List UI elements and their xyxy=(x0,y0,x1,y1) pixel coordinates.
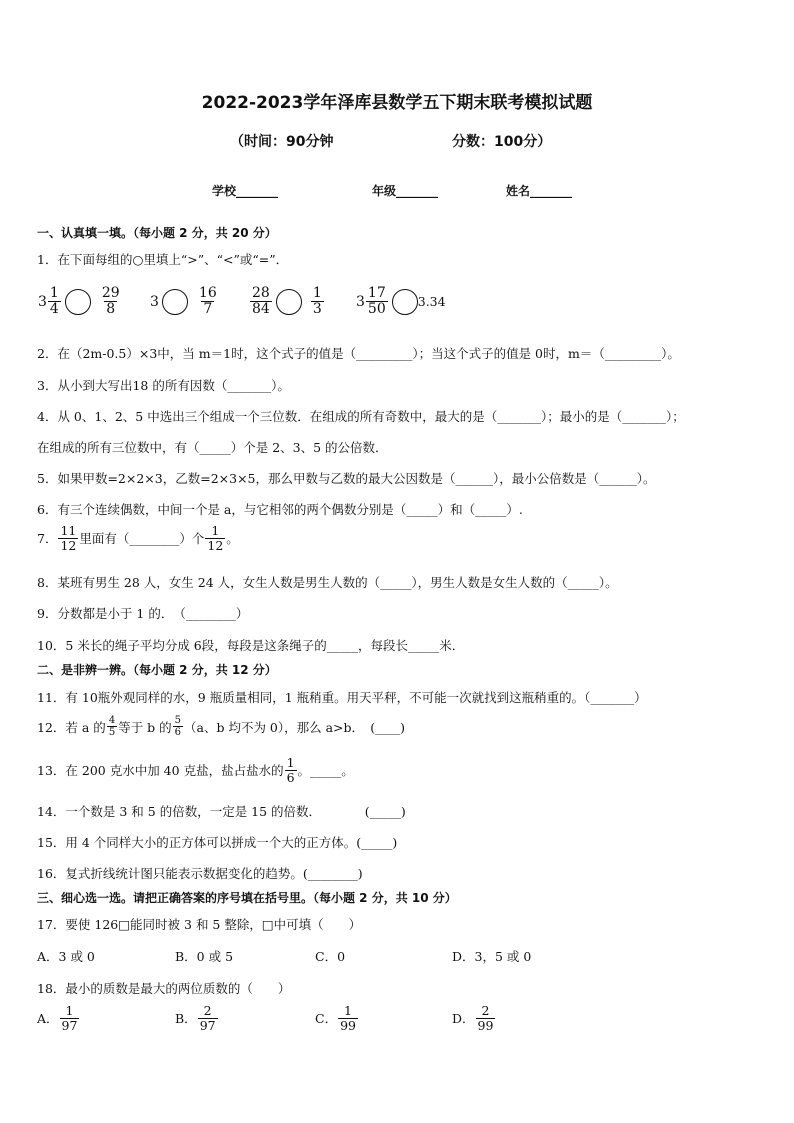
section-1-heading: 一、认真填一填。（每小题 2 分，共 20 分） xyxy=(37,226,277,240)
compare-item-2 xyxy=(150,286,220,318)
question-17-option-a[interactable]: A．3 或 0 xyxy=(37,949,95,964)
question-7 xyxy=(37,524,239,553)
question-6: 6．有三个连续偶数，中间一个是 a，与它相邻的两个偶数分别是（_____）和（_____）. xyxy=(37,502,523,517)
question-text: 12．若 a 的 xyxy=(37,719,106,735)
question-18-option-c[interactable] xyxy=(315,1004,359,1033)
question-text: 13．在 200 克水中加 40 克盐，盐占盐水的 xyxy=(37,763,284,779)
whole-number: 3 xyxy=(38,293,47,310)
fraction: $\frac{5}{6}$ xyxy=(174,715,182,738)
answer-circle[interactable] xyxy=(392,289,418,315)
question-8: 8．某班有男生 28 人，女生 24 人，女生人数是男生人数的（_____），男生人数是女生人数的（_____）。 xyxy=(37,575,618,590)
question-4: 4．从 0、1、2、5 中选出三个组成一个三位数．在组成的所有奇数中，最大的是（_______）；最小的是（_______）； xyxy=(37,409,685,424)
whole-number: 3 xyxy=(356,293,365,310)
question-11: 11．有 10瓶外观同样的水，9 瓶质量相同，1 瓶稍重。用天平秤，不可能一次就找到这瓶稍重的。（_______） xyxy=(37,690,647,705)
question-18-option-d[interactable] xyxy=(452,1004,496,1033)
exam-time: （时间：90分钟 xyxy=(230,134,334,150)
grade-field: 年级_______ xyxy=(372,184,439,198)
fraction: $\frac{29}{8}$ xyxy=(101,285,120,318)
fraction: $\frac{1}{99}$ xyxy=(340,1003,356,1033)
exam-score: 分数：100分） xyxy=(452,134,552,150)
answer-circle[interactable] xyxy=(276,289,302,315)
school-field: 学校_______ xyxy=(212,184,279,198)
option-label: A． xyxy=(37,1011,59,1027)
fraction: $\frac{1}{97}$ xyxy=(61,1003,78,1033)
question-5: 5．如果甲数=2×2×3，乙数=2×3×5，那么甲数与乙数的最大公因数是（______），最小公倍数是（______）。 xyxy=(37,471,656,486)
question-10: 10．5 米长的绳子平均分成 6段，每段是这条绳子的_____，每段长_____米． xyxy=(37,638,465,653)
question-18-option-b[interactable] xyxy=(175,1004,219,1033)
fraction: $\frac{1}{6}$ xyxy=(286,755,295,785)
question-number: 7． xyxy=(37,531,58,547)
name-field: 姓名_______ xyxy=(506,184,573,198)
question-13 xyxy=(37,756,354,785)
section-3-heading: 三、细心选一选。请把正确答案的序号填在括号里。（每小题 2 分，共 10 分） xyxy=(37,891,457,905)
fraction: $\frac{11}{12}$ xyxy=(60,523,77,553)
whole-number: 3 xyxy=(150,293,159,310)
fraction: $\frac{1}{3}$ xyxy=(312,285,322,318)
fraction: $\frac{4}{5}$ xyxy=(108,715,116,738)
fraction: $\frac{17}{50}$ xyxy=(367,285,386,318)
compare-item-4 xyxy=(356,286,446,318)
option-label: D． xyxy=(452,1011,475,1027)
question-text: 里面有（________）个 xyxy=(79,531,205,547)
question-1: 1．在下面每组的○里填上“>”、“<”或“=”． xyxy=(37,252,289,267)
fraction: $\frac{16}{7}$ xyxy=(198,285,217,318)
compare-item-3 xyxy=(249,286,325,318)
question-text: 。_____。 xyxy=(297,763,354,779)
fraction: $\frac{28}{84}$ xyxy=(252,285,270,318)
question-2: 2．在（2m-0.5）×3中，当 m＝1时，这个式子的值是（_________）；当这个式子的值是 0时，m＝（_________）。 xyxy=(37,346,680,361)
decimal-value: 3.34 xyxy=(417,294,446,310)
answer-circle[interactable] xyxy=(162,289,188,315)
fraction: $\frac{2}{99}$ xyxy=(477,1003,494,1033)
question-17: 17．要使 126□能同时被 3 和 5 整除，□中可填（ ） xyxy=(37,917,362,932)
section-2-heading: 二、是非辨一辨。（每小题 2 分，共 12 分） xyxy=(37,663,277,677)
answer-circle[interactable] xyxy=(65,289,91,315)
option-label: B． xyxy=(175,1011,197,1027)
question-17-option-d[interactable]: D．3，5 或 0 xyxy=(452,949,532,964)
question-text: 。 xyxy=(226,531,239,547)
question-18-option-a[interactable] xyxy=(37,1004,80,1033)
question-17-option-c[interactable]: C．0 xyxy=(315,949,346,964)
question-3: 3．从小到大写出18 的所有因数（_______）。 xyxy=(37,378,290,393)
question-18: 18．最小的质数是最大的两位质数的（ ） xyxy=(37,981,291,996)
question-14: 14．一个数是 3 和 5 的倍数，一定是 15 的倍数． (_____) xyxy=(37,804,406,819)
question-17-option-b[interactable]: B．0 或 5 xyxy=(175,949,234,964)
option-label: C． xyxy=(315,1011,338,1027)
fraction: $\frac{1}{12}$ xyxy=(207,523,224,553)
question-4-continued: 在组成的所有三位数中，有（_____）个是 2、3、5 的公倍数． xyxy=(37,440,388,455)
question-text: 等于 b 的 xyxy=(118,719,172,735)
question-12 xyxy=(37,715,405,738)
compare-item-1 xyxy=(38,286,123,318)
fraction: $\frac{1}{4}$ xyxy=(49,285,59,318)
question-9: 9．分数都是小于 1 的． （________） xyxy=(37,606,249,621)
fraction: $\frac{2}{97}$ xyxy=(199,1003,216,1033)
page-title: 2022-2023学年泽库县数学五下期末联考模拟试题 xyxy=(201,93,593,113)
question-15: 15．用 4 个同样大小的正方体可以拼成一个大的正方体。(_____) xyxy=(37,835,398,850)
question-16: 16．复式折线统计图只能表示数据变化的趋势。(________) xyxy=(37,866,363,881)
question-text: （a、b 均不为 0），那么 a>b． (____) xyxy=(184,719,406,735)
